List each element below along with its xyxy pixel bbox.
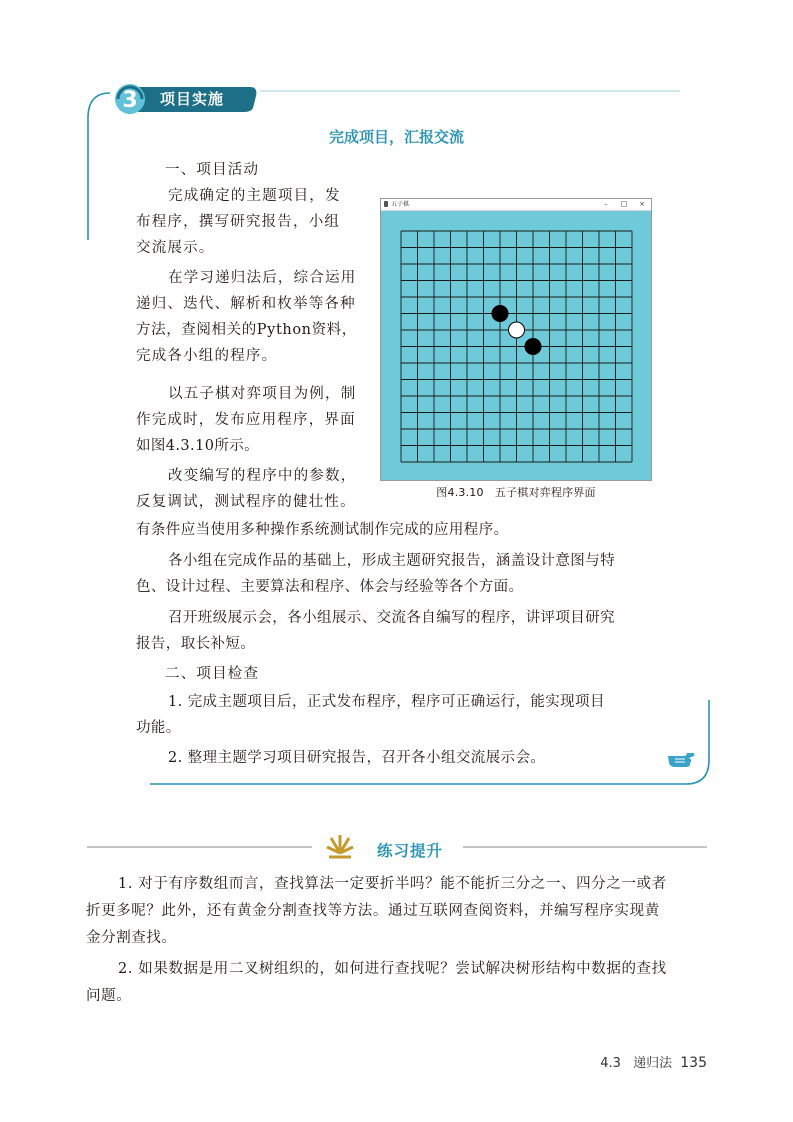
left-line: 改变编写的程序中的参数，	[168, 468, 357, 484]
maximize-icon[interactable]: □	[620, 200, 628, 208]
badge-label: 项目实施	[160, 90, 225, 108]
left-line: 在学习递归法后，综合运用	[168, 270, 357, 286]
left-line: 如图4.3.10所示。	[136, 438, 260, 454]
left-line: 以五子棋对弈项目为例，制	[168, 386, 357, 402]
gomoku-board[interactable]	[381, 211, 651, 480]
footer-chapter: 递归法	[633, 1056, 673, 1071]
practice-line: 2. 如果数据是用二叉树组织的，如何进行查找呢？尝试解决树形结构中数据的查找	[118, 961, 667, 977]
left-line: 方法，查阅相关的Python资料，	[136, 322, 357, 338]
check-line: 2. 整理主题学习项目研究报告，召开各小组交流展示会。	[168, 750, 546, 766]
paragraph-line: 有条件应当使用多种操作系统测试制作完成的应用程序。	[136, 522, 509, 538]
figure-caption: 图4.3.10 五子棋对弈程序界面	[436, 486, 596, 499]
app-icon	[384, 201, 388, 207]
white-stone	[509, 322, 525, 338]
window-titlebar	[381, 199, 651, 211]
minimize-icon[interactable]: –	[604, 200, 608, 208]
black-stone	[525, 339, 541, 355]
left-line: 完成确定的主题项目，发	[168, 188, 341, 204]
check-heading: 二、项目检查	[165, 666, 260, 682]
black-stone	[492, 306, 508, 322]
practice-line: 金分割查找。	[86, 930, 177, 946]
paragraph-line: 召开班级展示会，各小组展示、交流各自编写的程序，讲评项目研究	[168, 610, 615, 626]
page-number: 135	[680, 1055, 707, 1071]
paragraph-line: 各小组在完成作品的基础上，形成主题研究报告，涵盖设计意图与特	[168, 553, 615, 569]
left-line: 递归、迭代、解析和枚举等各种	[136, 296, 356, 312]
paragraph-line: 报告，取长补短。	[136, 636, 256, 652]
left-line: 交流展示。	[136, 240, 215, 256]
close-icon[interactable]: ×	[639, 200, 645, 208]
practice-line: 折更多呢？此外，还有黄金分割查找等方法。通过互联网查阅资料，并编写程序实现黄	[86, 903, 660, 919]
left-line: 布程序，撰写研究报告，小组	[136, 214, 341, 230]
left-line: 完成各小组的程序。	[136, 348, 278, 364]
practice-line: 问题。	[86, 988, 132, 1004]
paragraph-line: 色、设计过程、主要算法和程序、体会与经验等各个方面。	[136, 579, 524, 595]
left-line: 反复调试，测试程序的健壮性。	[136, 494, 356, 510]
section-title: 完成项目，汇报交流	[328, 128, 464, 146]
footer-section: 4.3	[600, 1056, 621, 1071]
activity-heading: 一、项目活动	[165, 162, 260, 178]
sun-rays-icon	[325, 831, 355, 861]
pointing-hand-icon	[667, 747, 695, 769]
check-line: 1. 完成主题项目后，正式发布程序，程序可正确运行，能实现项目	[168, 694, 605, 710]
window-title: 五子棋	[391, 201, 410, 208]
practice-line: 1. 对于有序数组而言，查找算法一定要折半吗？能不能折三分之一、四分之一或者	[118, 876, 667, 892]
page-footer	[600, 1054, 707, 1073]
left-line: 作完成时，发布应用程序，界面	[136, 412, 356, 428]
check-line: 功能。	[136, 720, 181, 736]
svg-text:3: 3	[122, 88, 138, 113]
practice-title: 练习提升	[377, 842, 444, 860]
gomoku-window	[380, 198, 652, 481]
